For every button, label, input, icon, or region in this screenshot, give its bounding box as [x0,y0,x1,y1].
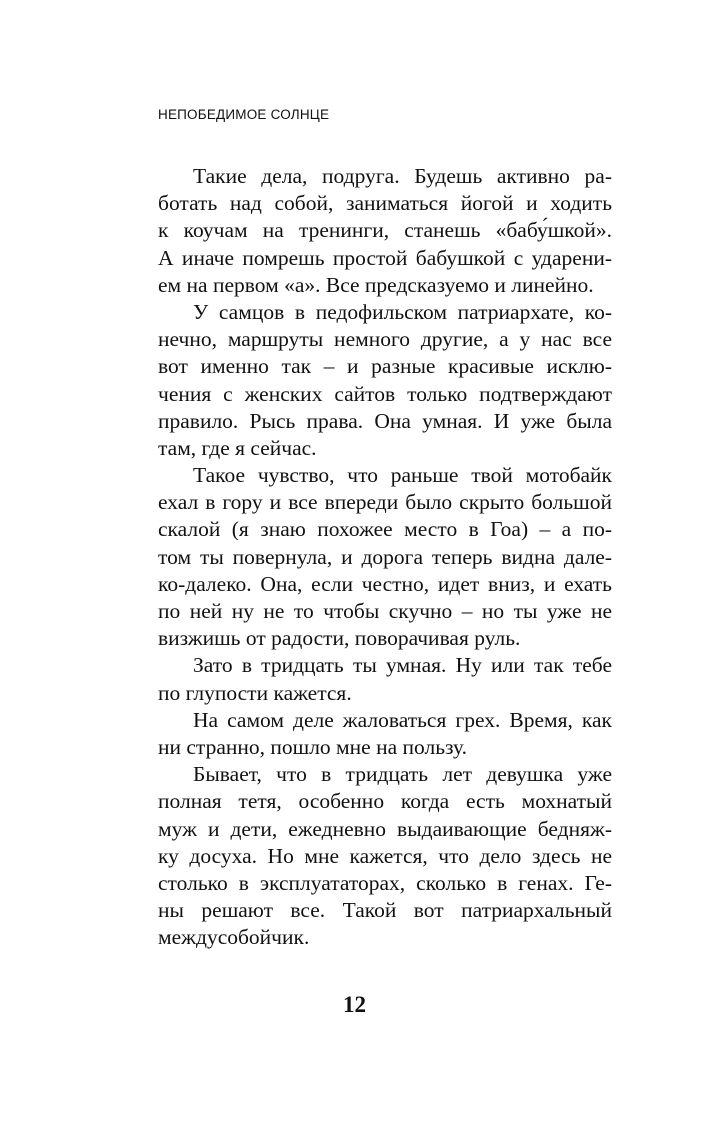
text-line: скалой (я знаю похожее место в Гоа) – а по- [158,517,612,542]
text-line: ни странно, пошло мне на пользу. [158,734,468,759]
text-line: Зато в тридцать ты умная. Ну или так тебе [193,653,612,678]
text-line: визжишь от радости, поворачивая руль. [158,626,521,651]
paragraph-5 [158,707,612,761]
text-line: по ней ну не то чтобы скучно – но ты уже не [158,599,612,623]
text-line: У самцов в педофильском патриархате, ко- [193,299,612,324]
text-line: к коучам на тренинги, станешь «бабу́шкой». [158,218,612,243]
paragraph-1 [158,163,612,299]
text-line: ко-далеко. Она, если честно, идет вниз, и ехать [158,571,612,596]
text-line: ехал в гору и все впереди было скрыто большой [158,490,612,515]
text-line: вот именно так – и разные красивые исклю- [158,354,612,379]
paragraph-6 [158,761,612,951]
text-line: Бывает, что в тридцать лет девушка уже [193,762,612,787]
text-line: На самом деле жаловаться грех. Время, как [193,707,612,732]
text-line: Такое чувство, что раньше твой мотобайк [193,463,612,488]
paragraph-2 [158,299,612,462]
running-head: НЕПОБЕДИМОЕ СОЛНЦЕ [158,107,330,122]
text-line: междусобойчик. [158,925,310,950]
text-line: ку досуха. Но мне кажется, что дело здесь не [158,843,612,868]
text-line: ботать над собой, заниматься йогой и ходить [158,191,612,216]
text-line: по глупости кажется. [158,680,352,705]
page-number: 12 [343,992,366,1017]
text-line: муж и дети, ежедневно выдаивающие бедняж- [158,816,612,841]
text-line: столько в эксплуататорах, сколько в генах. Ге- [158,870,612,895]
text-line: полная тетя, особенно когда есть мохнатый [158,789,612,814]
text-line: там, где я сейчас. [158,435,317,460]
text-line: правило. Рысь права. Она умная. И уже была [158,408,612,433]
text-line: Такие дела, подруга. Будешь активно ра- [193,164,612,188]
text-line: А иначе помрешь простой бабушкой с ударени- [158,245,612,270]
text-line: ем на первом «а». Все предсказуемо и линейно. [158,272,594,297]
text-line: чения с женских сайтов только подтверждают [158,381,612,406]
text-line: ны решают все. Такой вот патриархальный [158,898,612,923]
body-text [158,163,612,951]
paragraph-3 [158,462,612,652]
text-line: том ты повернула, и дорога теперь видна дале- [158,544,612,569]
text-line: нечно, маршруты немного другие, а у нас все [158,327,612,352]
paragraph-4 [158,652,612,706]
